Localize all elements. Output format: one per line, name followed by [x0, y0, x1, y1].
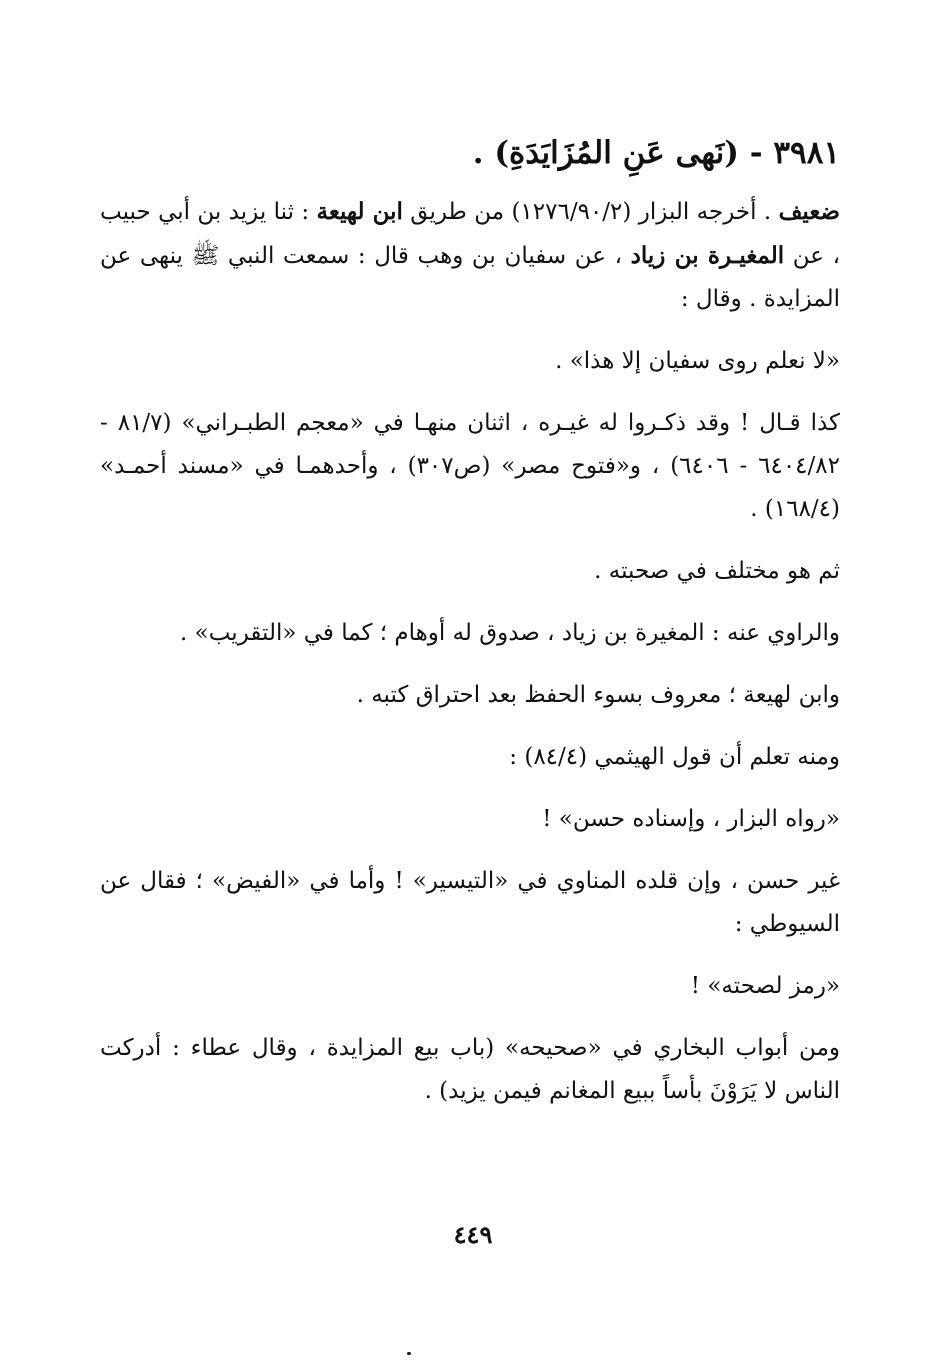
paragraph-other-narrations: كذا قـال ! وقد ذكـروا له غيـره ، اثنان منهـا في «معجم الطبـراني» (٨١/٧ - ٦٤٠٤/٨٢ - ٦٤٠٦) ، و«فتوح مصر» (ص٣٠٧) ، وأحدهمـا في «مسند أحمـد» (١٦٨/٤) .	[100, 410, 840, 522]
paragraph-ibn-lahia: وابن لهيعة ؛ معروف بسوء الحفظ بعد احتراق كتبه .	[356, 682, 840, 708]
paragraph-sahaba: ثم هو مختلف في صحبته .	[594, 558, 840, 584]
hadith-title: ٣٩٨١ - (نَهى عَنِ المُزَايَدَةِ) .	[472, 135, 840, 171]
paragraph-munawi: غير حسن ، وإن قلده المناوي في «التيسير» ! وأما في «الفيض» ؛ فقال عن السيوطي :	[100, 868, 840, 937]
scan-dot-mark	[407, 1352, 411, 1355]
page-number: ٤٤٩	[453, 1220, 493, 1249]
paragraph-haythami: ومنه تعلم أن قول الهيثمي (٨٤/٤) :	[509, 744, 840, 770]
narrator-ibn-lahia: ابن لهيعة	[316, 198, 403, 225]
quote-haythami: «رواه البزار ، وإسناده حسن» !	[542, 806, 840, 832]
paragraph-bukhari: ومن أبواب البخاري في «صحيحه» (باب بيع المزايدة ، وقال عطاء : أدركت الناس لا يَرَوْنَ بأساً ببيع المغانم فيمن يزيد) .	[100, 1035, 840, 1104]
page-body	[100, 128, 840, 1132]
paragraph-mughira: والراوي عنه : المغيرة بن زياد ، صدوق له أوهام ؛ كما في «التقريب» .	[180, 620, 840, 646]
narrator-mughira: المغيـرة بن زياد	[630, 242, 785, 269]
takhrij-text-3: ، عن سفيان بن وهب قال : سمعت النبي ﷺ ينهى عن المزايدة . وقال :	[100, 243, 840, 312]
quote-bazzar: «لا نعلم روى سفيان إلا هذا» .	[555, 348, 840, 374]
quote-suyuti: «رمز لصحته» !	[690, 973, 840, 999]
paragraph-takhrij	[100, 190, 840, 321]
takhrij-text-1: . أخرجه البزار (١٢٧٦/٩٠/٢) من طريق	[402, 199, 779, 225]
takhrij-text-2: : ثنا يزيد بن أبي حبيب ، عن	[100, 199, 840, 269]
grade-label: ضعيف	[778, 198, 840, 225]
